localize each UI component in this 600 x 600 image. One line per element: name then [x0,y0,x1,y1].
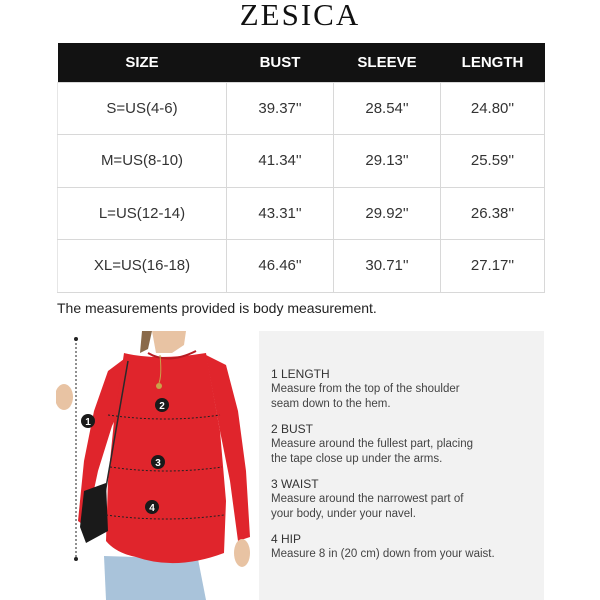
cell-sleeve: 29.13'' [334,135,441,188]
table-header-row [58,43,545,82]
table-row [58,240,545,293]
cell-size: XL=US(16-18) [58,240,227,293]
cell-size: L=US(12-14) [58,187,227,240]
cell-size: M=US(8-10) [58,135,227,188]
model-illustration [56,331,256,600]
marker-hip [145,500,159,514]
model-measurement-figure [56,331,256,600]
marker-bust [155,398,169,412]
cell-length: 24.80'' [441,82,545,135]
cell-bust: 43.31'' [227,187,334,240]
cell-length: 26.38'' [441,187,545,240]
measurement-note: The measurements provided is body measurement. [57,300,377,316]
table-row [58,82,545,135]
svg-text:2: 2 [159,401,165,412]
header-size: SIZE [58,43,227,82]
cell-length: 27.17'' [441,240,545,293]
guide-item-waist: 3 WAIST Measure around the narrowest part of your body, under your navel. [271,477,464,520]
guide-item-hip: 4 HIP Measure 8 in (20 cm) down from your waist. [271,532,495,560]
table-row [58,187,545,240]
header-length: LENGTH [441,43,545,82]
svg-text:3: 3 [155,458,161,469]
cell-bust: 41.34'' [227,135,334,188]
size-chart-table [57,43,545,293]
cell-sleeve: 28.54'' [334,82,441,135]
cell-length: 25.59'' [441,135,545,188]
header-sleeve: SLEEVE [334,43,441,82]
marker-waist [151,455,165,469]
cell-sleeve: 30.71'' [334,240,441,293]
header-bust: BUST [227,43,334,82]
guide-item-bust: 2 BUST Measure around the fullest part, placing the tape close up under the arms. [271,422,474,465]
svg-text:4: 4 [149,503,155,514]
measurement-guide-panel [259,331,544,600]
cell-sleeve: 29.92'' [334,187,441,240]
cell-size: S=US(4-6) [58,82,227,135]
marker-length [81,414,95,428]
brand-logo: ZESICA [239,0,361,32]
cell-bust: 46.46'' [227,240,334,293]
guide-item-length: 1 LENGTH Measure from the top of the shoulder seam down to the hem. [271,367,460,410]
cell-bust: 39.37'' [227,82,334,135]
svg-text:1: 1 [85,417,91,428]
measurement-guide-list [271,367,539,572]
table-row [58,135,545,188]
